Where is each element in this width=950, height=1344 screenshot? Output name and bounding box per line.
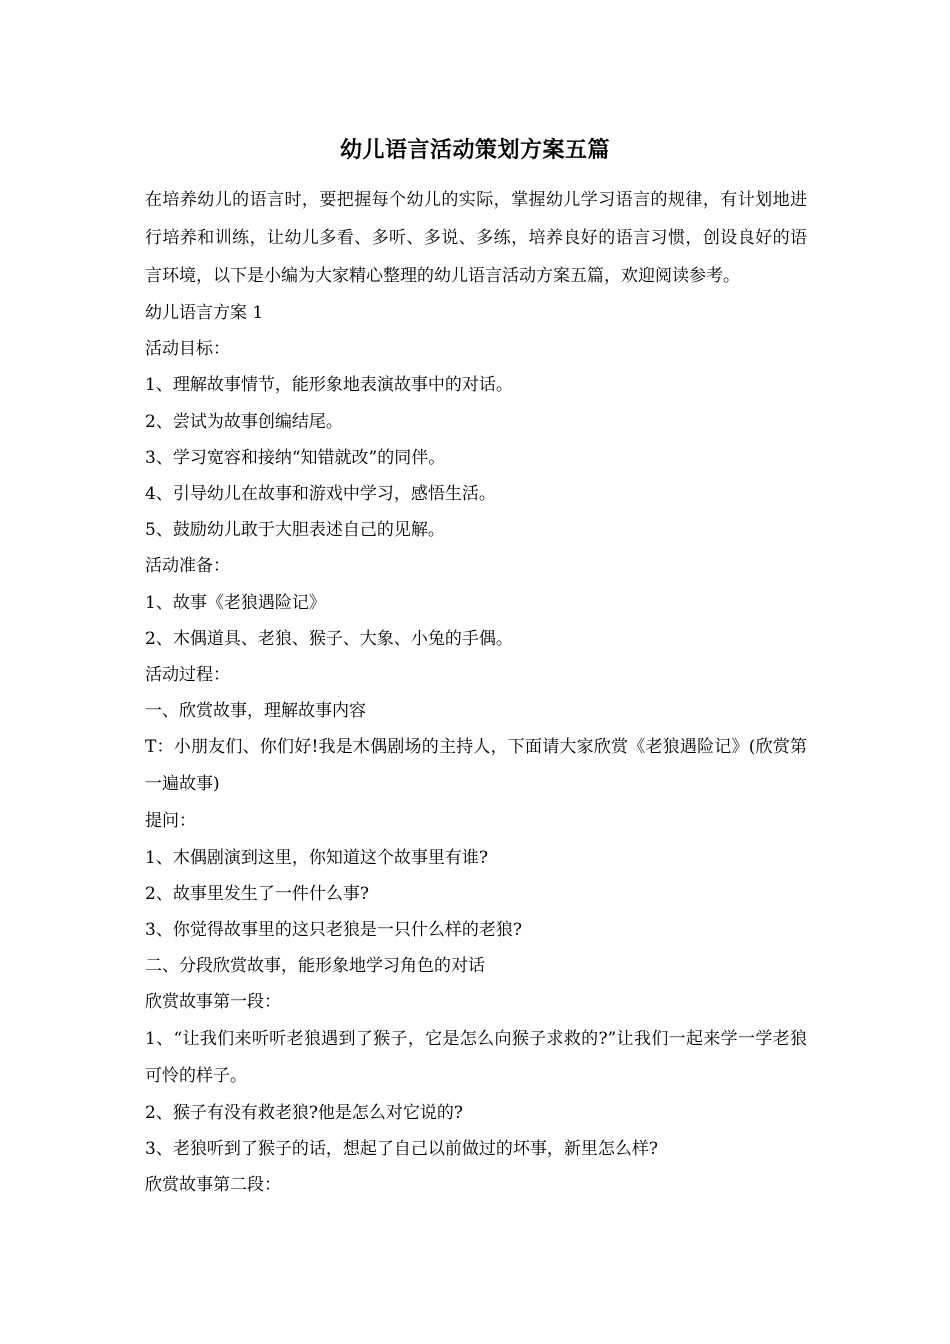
process-heading: 活动过程： [145, 665, 230, 686]
story-part-heading: 欣赏故事第一段： [145, 992, 281, 1013]
plan-heading: 幼儿语言方案 1 [145, 303, 264, 323]
document-body [145, 181, 807, 1203]
teacher-dialogue-paragraph: T：小朋友们、你们好!我是木偶剧场的主持人，下面请大家欣赏《老狼遇险记》(欣赏第一遍故事) [145, 737, 807, 795]
goal-item: 5、鼓励幼儿敢于大胆表述自己的见解。 [145, 520, 445, 541]
questions-heading: 提问： [145, 811, 196, 832]
goal-item: 2、尝试为故事创编结尾。 [145, 411, 343, 432]
goals-heading: 活动目标： [145, 339, 230, 360]
preparation-item: 1、故事《老狼遇险记》 [145, 592, 326, 613]
preparation-item: 2、木偶道具、老狼、猴子、大象、小兔的手偶。 [145, 628, 513, 649]
goal-item: 1、理解故事情节，能形象地表演故事中的对话。 [145, 375, 513, 396]
process-step-heading: 一、欣赏故事，理解故事内容 [145, 701, 366, 722]
section-plan-1-part-c [145, 1095, 807, 1204]
section-plan-1-part-a [145, 295, 807, 729]
question-item: 2、故事里发生了一件什么事? [145, 883, 369, 904]
preparation-heading: 活动准备： [145, 556, 230, 577]
story-question-item: 3、老狼听到了猴子的话，想起了自己以前做过的坏事，新里怎么样? [145, 1138, 658, 1159]
document-title: 幼儿语言活动策划方案五篇 [339, 137, 610, 163]
story-question-item: 2、猴子有没有救老狼?他是怎么对它说的? [145, 1102, 464, 1123]
process-step-heading: 二、分段欣赏故事，能形象地学习角色的对话 [145, 956, 485, 977]
story-part-heading: 欣赏故事第二段： [145, 1175, 281, 1196]
story-question-paragraph: 1、“让我们来听听老狼遇到了猴子，它是怎么向猴子求救的?”让我们一起来学一学老狼可怜的样子。 [145, 1028, 807, 1086]
goal-item: 4、引导幼儿在故事和游戏中学习，感悟生活。 [145, 484, 496, 505]
intro-paragraph: 在培养幼儿的语言时，要把握每个幼儿的实际，掌握幼儿学习语言的规律，有计划地进行培养和训练，让幼儿多看、多听、多说、多练，培养良好的语言习惯，创设良好的语言环境，以下是小编为大家精心整理的幼儿语言活动方案五篇，欢迎阅读参考。 [145, 190, 807, 286]
section-plan-1-part-b [145, 803, 807, 1020]
goal-item: 3、学习宽容和接纳“知错就改”的同伴。 [145, 447, 446, 468]
question-item: 1、木偶剧演到这里，你知道这个故事里有谁? [145, 847, 488, 868]
question-item: 3、你觉得故事里的这只老狼是一只什么样的老狼? [145, 920, 522, 941]
